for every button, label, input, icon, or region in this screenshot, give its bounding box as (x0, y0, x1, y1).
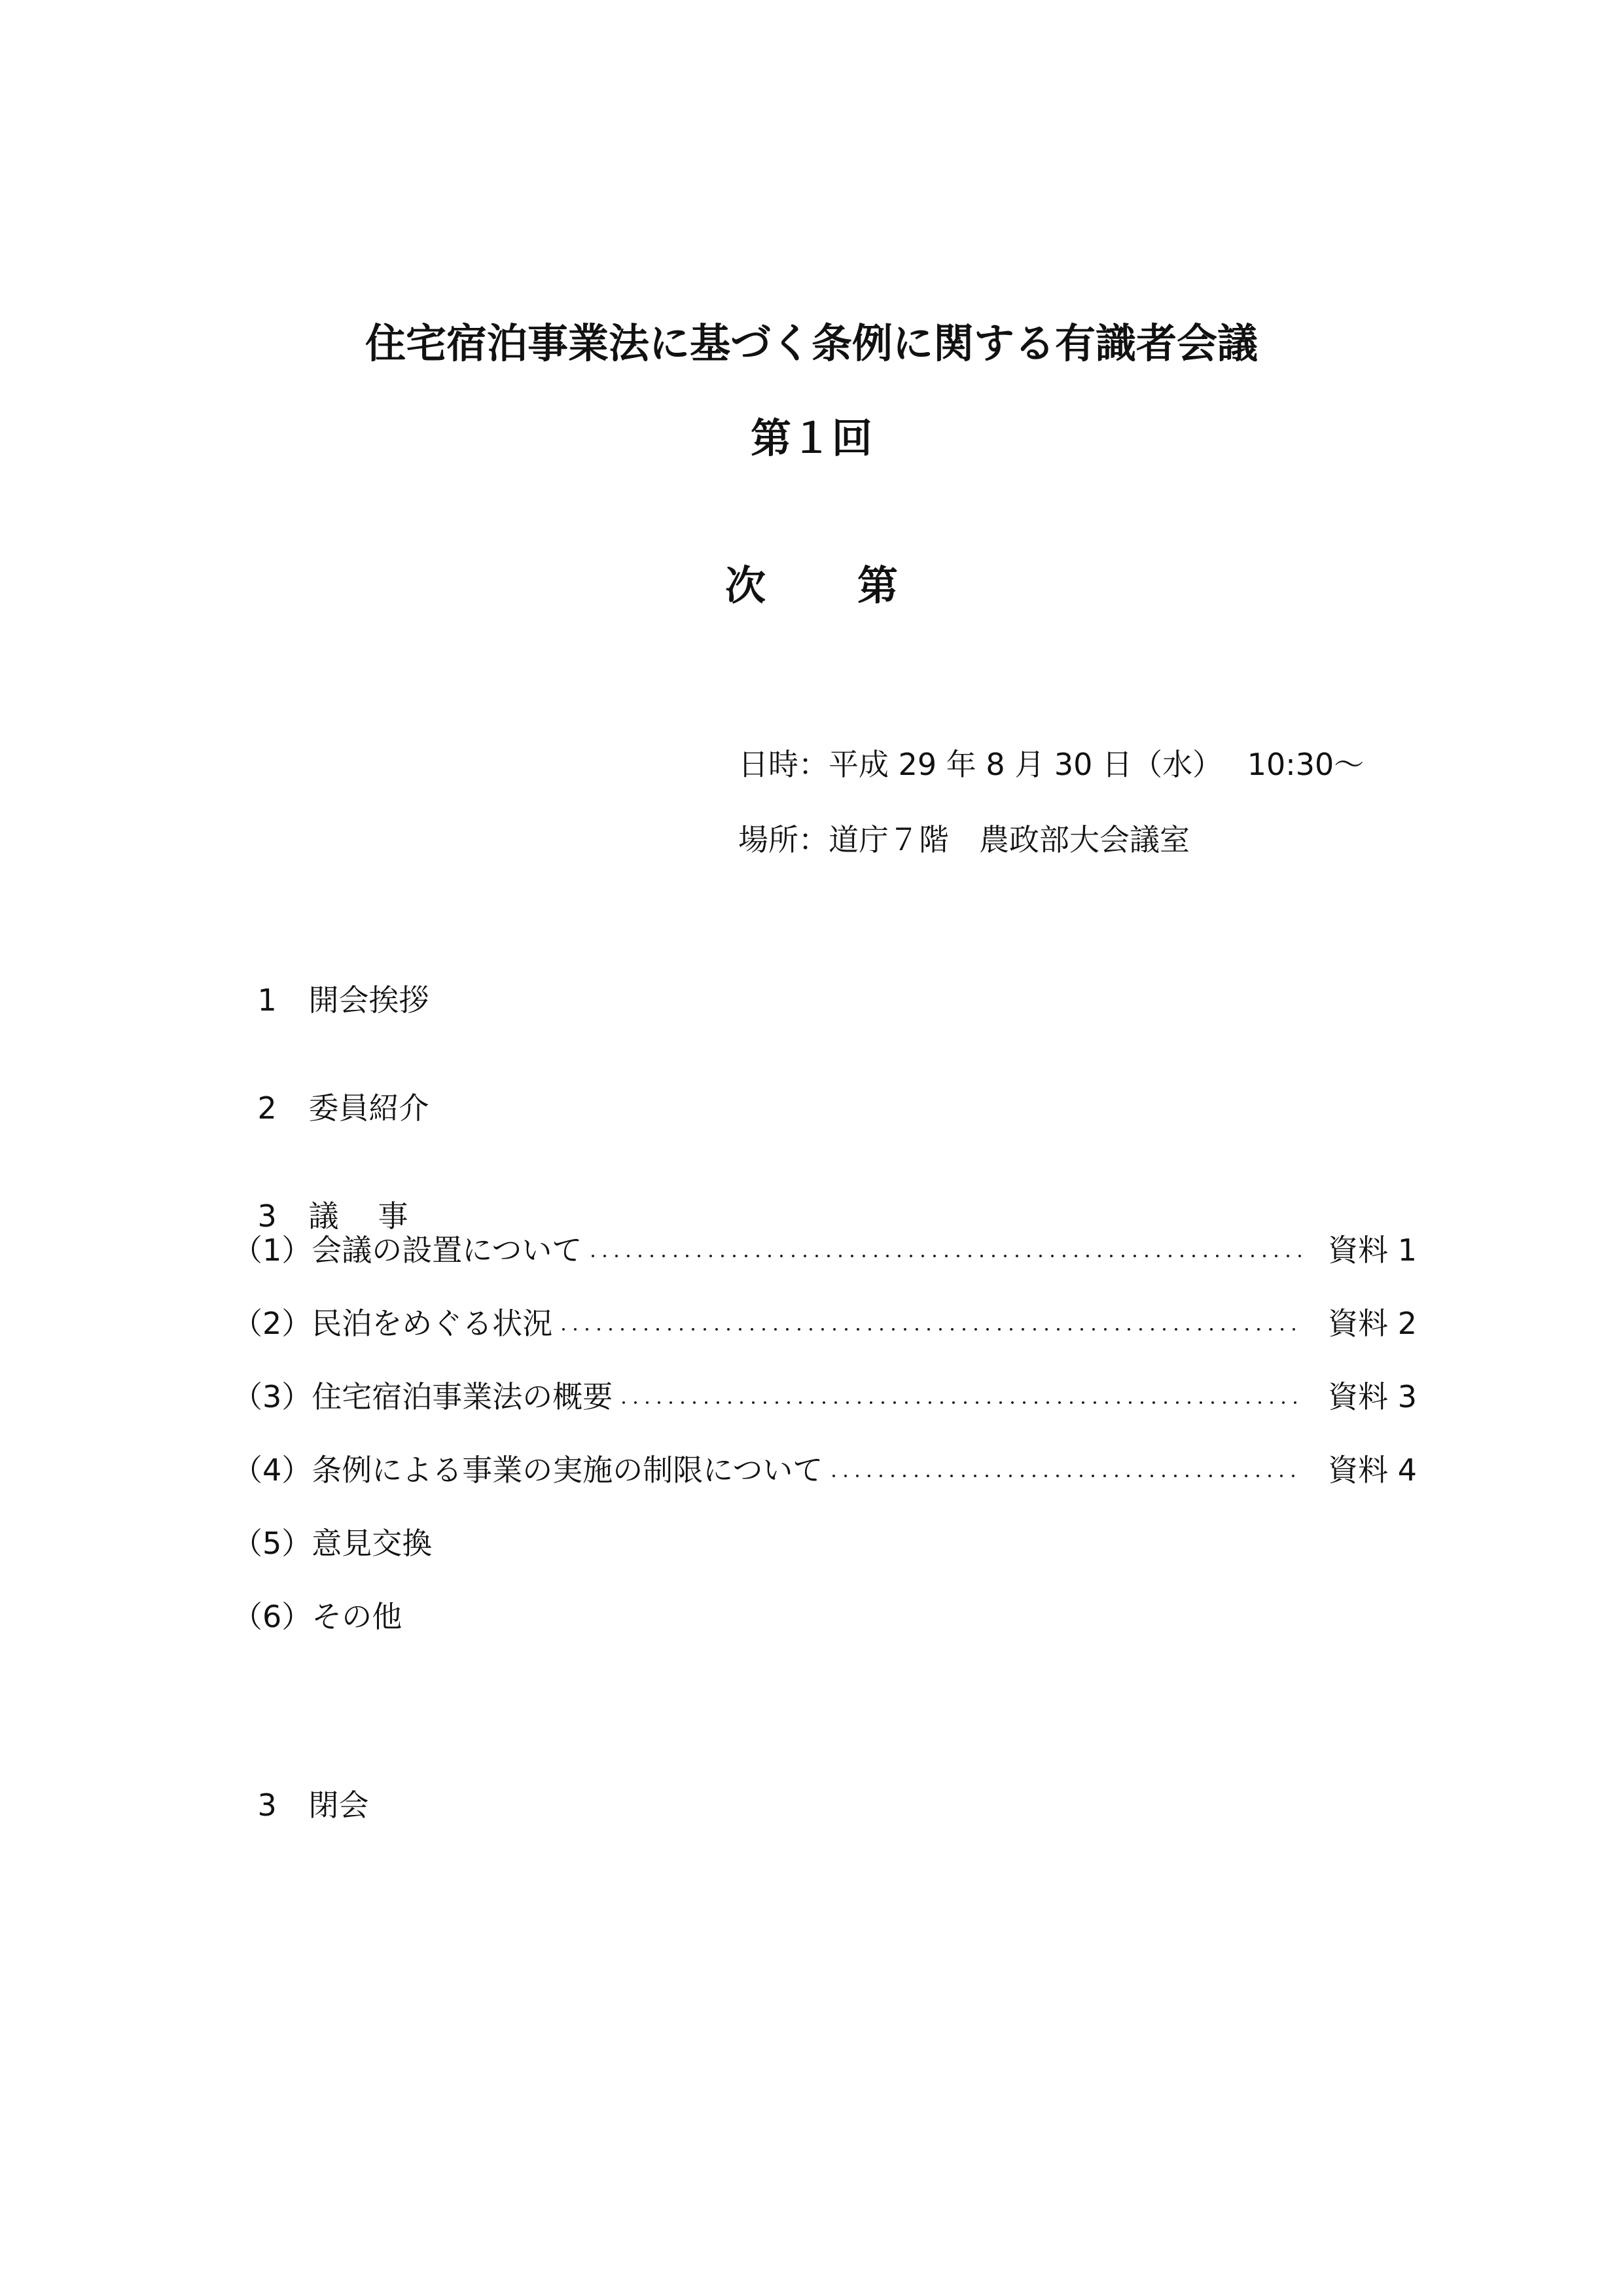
agenda-item (219, 1746, 369, 1864)
subitem-text: その他 (312, 1599, 402, 1634)
agenda-label: 委員紹介 (308, 1090, 429, 1126)
agenda-subitem (232, 1524, 1417, 1563)
agenda-number: 1 (257, 982, 277, 1018)
subitem-text: 住宅宿泊事業法の概要 (312, 1379, 613, 1414)
meeting-datetime: 日時：平成 29 年 8 月 30 日（水） 10:30～ (738, 747, 1364, 782)
session-number: 第１回 (750, 414, 872, 462)
dot-leader (558, 1328, 1302, 1331)
agenda-label-char: 議 (308, 1198, 339, 1234)
subitem-number: （3） (232, 1379, 312, 1414)
subitem-text: 民泊をめぐる状況 (312, 1306, 553, 1341)
document-title: 住宅宿泊事業法に基づく条例に関する有識者会議 (365, 319, 1258, 367)
agenda-number: 3 (257, 1787, 277, 1823)
agenda-number: 3 (257, 1198, 277, 1234)
subitem-text: 会議の設置について (312, 1232, 582, 1268)
agenda-subitem (232, 1230, 1417, 1270)
agenda-subitem (232, 1304, 1417, 1343)
material-reference: 資料 3 (1328, 1379, 1417, 1414)
subitem-number: （2） (232, 1306, 312, 1341)
agenda-subitem (232, 1450, 1417, 1490)
agenda-label: 開会挨拶 (308, 982, 429, 1018)
dot-leader (587, 1255, 1302, 1257)
agenda-subitem (232, 1377, 1417, 1416)
agenda-item (219, 941, 429, 1059)
agenda-label: 閉会 (308, 1787, 369, 1823)
agenda-label (309, 1198, 408, 1234)
meeting-place: 場所：道庁７階 農政部大会議室 (738, 822, 1190, 857)
document-type-heading (0, 560, 1623, 612)
dot-leader (828, 1475, 1302, 1477)
agenda-subitem (232, 1597, 1417, 1636)
heading-char-left: 次 (724, 562, 766, 609)
heading-char-right: 第 (857, 562, 899, 609)
dot-leader (618, 1401, 1302, 1404)
agenda-number: 2 (257, 1090, 277, 1126)
material-reference: 資料 1 (1328, 1232, 1417, 1268)
subitem-number: （6） (232, 1599, 312, 1634)
agenda-item (219, 1049, 429, 1167)
agenda-label-char: 事 (378, 1198, 408, 1234)
material-reference: 資料 4 (1328, 1452, 1417, 1488)
subitem-number: （4） (232, 1452, 312, 1488)
subitem-text: 意見交換 (312, 1526, 433, 1561)
material-reference: 資料 2 (1328, 1306, 1417, 1341)
subitem-text: 条例による事業の実施の制限について (312, 1452, 823, 1488)
subitem-number: （5） (232, 1526, 312, 1561)
subitem-number: （1） (232, 1232, 312, 1268)
